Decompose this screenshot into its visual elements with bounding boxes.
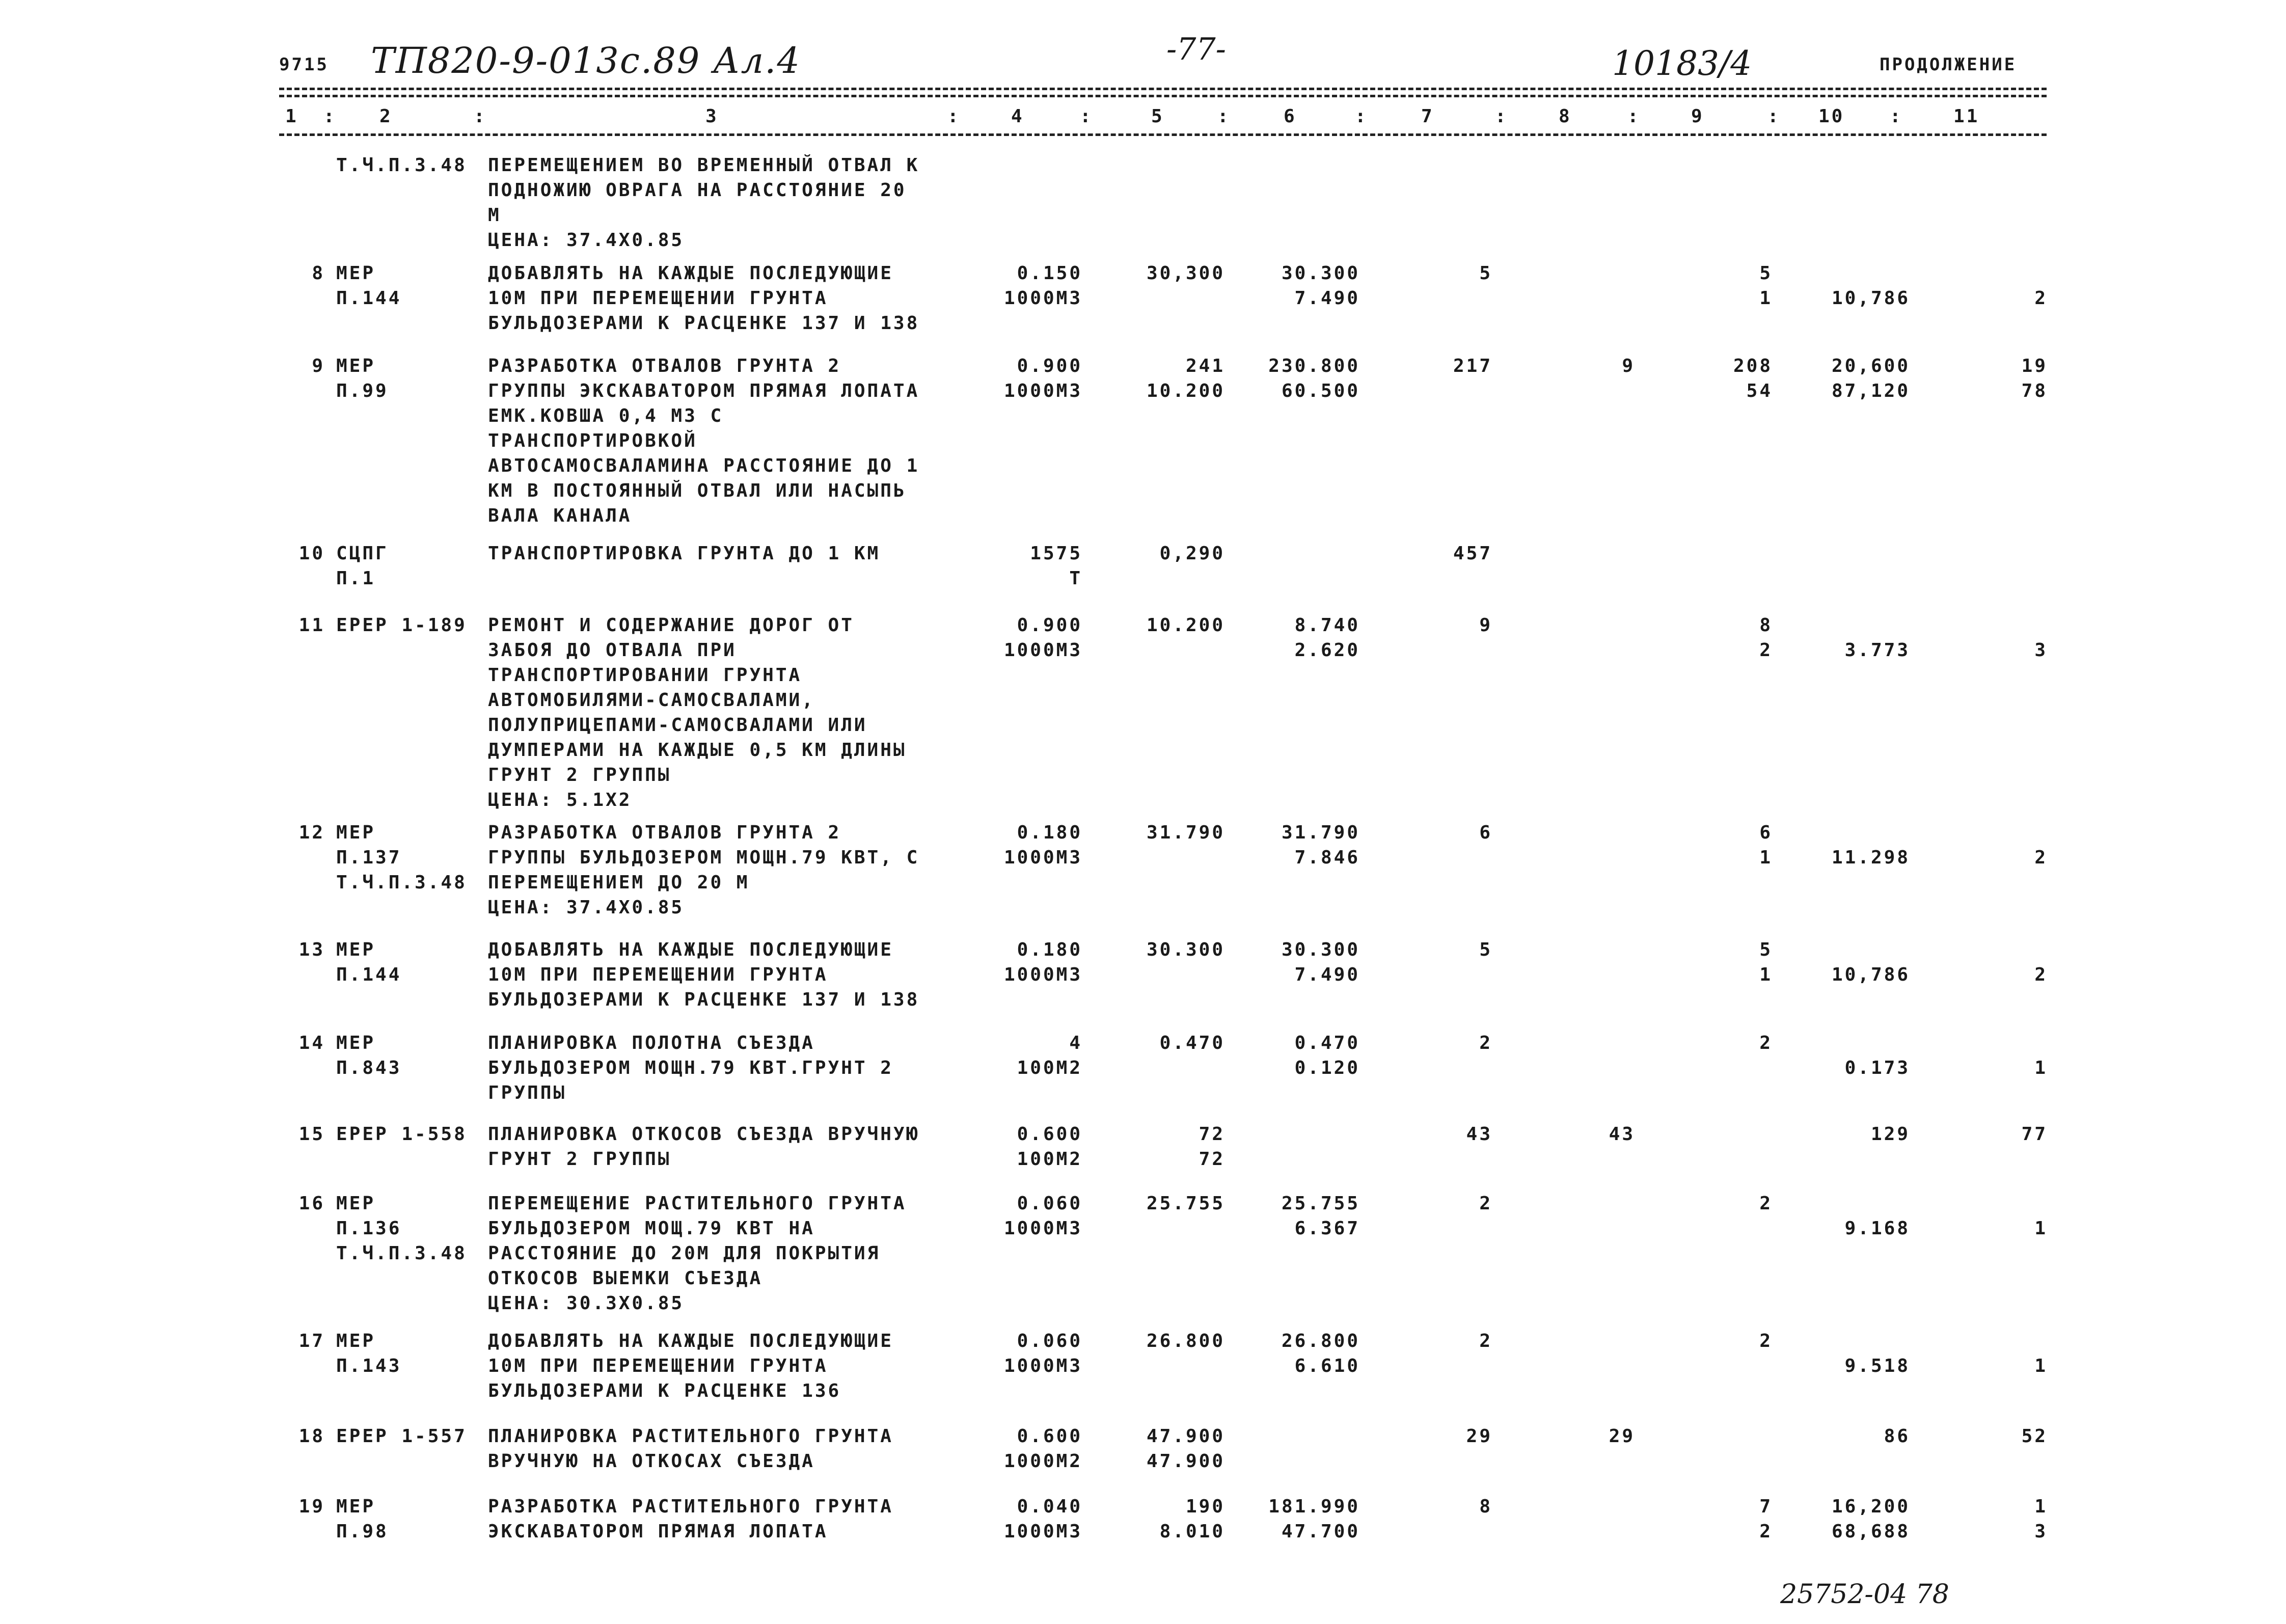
work-description: РЕМОНТ И СОДЕРЖАНИЕ ДОРОГ ОТ — [488, 615, 854, 636]
work-description: БУЛЬДОЗЕРОМ МОЩН.79 КВТ.ГРУНТ 2 — [488, 1058, 893, 1078]
column-number: 2 — [379, 106, 393, 127]
machine-cost-cell: 30.300 — [1281, 263, 1360, 284]
unit-price-cell: 72 — [1199, 1149, 1225, 1170]
labor-hours-cell: 129 — [1870, 1124, 1910, 1145]
total-cost-cell: 9 — [1479, 615, 1492, 636]
unit-price-cell: 8.010 — [1159, 1521, 1225, 1542]
total-hours-cell: 19 — [2021, 356, 2048, 376]
labor-hours-cell: 20,600 — [1831, 356, 1910, 376]
row-number: 17 — [298, 1331, 325, 1351]
total-hours-cell: 2 — [2034, 288, 2048, 309]
total-hours-cell: 3 — [2034, 1521, 2048, 1542]
work-description: ЕМК.КОВША 0,4 М3 С — [488, 405, 724, 426]
rate-code: П.136 — [336, 1218, 402, 1239]
quantity-cell: 1000М3 — [1003, 964, 1082, 985]
row-number: 14 — [298, 1033, 325, 1053]
rate-code: Т.Ч.П.3.48 — [336, 872, 467, 893]
unit-price-cell: 31.790 — [1146, 822, 1225, 843]
operation-cost-cell: 7 — [1759, 1496, 1773, 1517]
machine-cost-cell: 26.800 — [1281, 1331, 1360, 1351]
unit-price-cell: 47.900 — [1146, 1451, 1225, 1472]
column-number: 11 — [1953, 106, 1980, 127]
work-description: ЦЕНА: 37.4Х0.85 — [488, 897, 685, 918]
work-description: ПЛАНИРОВКА ОТКОСОВ СЪЕЗДА ВРУЧНУЮ — [488, 1124, 920, 1145]
quantity-cell: 1000М3 — [1003, 1521, 1082, 1542]
labor-hours-cell: 87,120 — [1831, 381, 1910, 401]
continuation-label: ПРОДОЛЖЕНИЕ — [1880, 55, 2017, 75]
total-hours-cell: 1 — [2034, 1356, 2048, 1376]
work-description: ПЛАНИРОВКА РАСТИТЕЛЬНОГО ГРУНТА — [488, 1426, 893, 1447]
total-cost-cell: 2 — [1479, 1331, 1492, 1351]
total-hours-cell: 1 — [2034, 1058, 2048, 1078]
quantity-cell: 1000М3 — [1003, 1356, 1082, 1376]
operation-cost-cell: 2 — [1759, 1331, 1773, 1351]
work-description: АВТОМОБИЛЯМИ-САМОСВАЛАМИ, — [488, 690, 815, 711]
work-description: РАЗРАБОТКА РАСТИТЕЛЬНОГО ГРУНТА — [488, 1496, 893, 1517]
operation-cost-cell: 6 — [1759, 822, 1773, 843]
column-separator: : — [1890, 106, 1903, 127]
total-cost-cell: 8 — [1479, 1496, 1492, 1517]
quantity-cell: 4 — [1069, 1033, 1082, 1053]
operation-cost-cell: 2 — [1759, 1521, 1773, 1542]
total-cost-cell: 2 — [1479, 1033, 1492, 1053]
row-number: 16 — [298, 1193, 325, 1214]
work-description: ДОБАВЛЯТЬ НА КАЖДЫЕ ПОСЛЕДУЮЩИЕ — [488, 939, 893, 960]
total-cost-cell: 29 — [1466, 1426, 1492, 1447]
header-divider-top-2 — [279, 95, 2047, 97]
work-description: 10М ПРИ ПЕРЕМЕЩЕНИИ ГРУНТА — [488, 964, 828, 985]
labor-hours-cell: 86 — [1884, 1426, 1910, 1447]
rate-code: ЕРЕР 1-557 — [336, 1426, 467, 1447]
rate-code: П.1 — [336, 568, 376, 589]
total-hours-cell: 1 — [2034, 1496, 2048, 1517]
document-title: ТП820-9-013с.89 Ал.4 — [371, 40, 801, 82]
work-description: РАЗРАБОТКА ОТВАЛОВ ГРУНТА 2 — [488, 356, 841, 376]
machine-cost-cell: 31.790 — [1281, 822, 1360, 843]
quantity-cell: 1000М3 — [1003, 381, 1082, 401]
work-description: ЦЕНА: 37.4Х0.85 — [488, 230, 685, 251]
column-separator: : — [947, 106, 961, 127]
work-description: ТРАНСПОРТИРОВАНИИ ГРУНТА — [488, 665, 802, 686]
row-number: 18 — [298, 1426, 325, 1447]
work-description: ВАЛА КАНАЛА — [488, 505, 632, 526]
operation-cost-cell: 1 — [1759, 847, 1773, 868]
column-separator: : — [1767, 106, 1781, 127]
work-description: ГРУППЫ ЭКСКАВАТОРОМ ПРЯМАЯ ЛОПАТА — [488, 381, 920, 401]
quantity-cell: 0.180 — [1017, 822, 1082, 843]
unit-price-cell: 30.300 — [1146, 939, 1225, 960]
machine-cost-cell: 25.755 — [1281, 1193, 1360, 1214]
rate-code: П.843 — [336, 1058, 402, 1078]
quantity-cell: 1000М3 — [1003, 640, 1082, 661]
column-number: 8 — [1559, 106, 1572, 127]
total-cost-cell: 217 — [1453, 356, 1492, 376]
work-description: БУЛЬДОЗЕРОМ МОЩ.79 КВТ НА — [488, 1218, 815, 1239]
machine-cost-cell: 0.120 — [1294, 1058, 1360, 1078]
labor-hours-cell: 9.518 — [1844, 1356, 1910, 1376]
rate-code: МЕР — [336, 1496, 376, 1517]
row-number: 13 — [298, 939, 325, 960]
rate-code: МЕР — [336, 1193, 376, 1214]
total-cost-cell: 5 — [1479, 263, 1492, 284]
operation-cost-cell: 54 — [1746, 381, 1773, 401]
machine-cost-cell: 6.610 — [1294, 1356, 1360, 1376]
column-number: 7 — [1421, 106, 1434, 127]
machine-cost-cell: 6.367 — [1294, 1218, 1360, 1239]
column-separator: : — [1217, 106, 1231, 127]
total-cost-cell: 6 — [1479, 822, 1492, 843]
operation-cost-cell: 1 — [1759, 288, 1773, 309]
quantity-cell: Т — [1069, 568, 1082, 589]
unit-price-cell: 30,300 — [1146, 263, 1225, 284]
rate-code: П.144 — [336, 964, 402, 985]
unit-price-cell: 26.800 — [1146, 1331, 1225, 1351]
total-hours-cell: 78 — [2021, 381, 2048, 401]
quantity-cell: 1000М2 — [1003, 1451, 1082, 1472]
column-number: 10 — [1818, 106, 1845, 127]
quantity-cell: 0.900 — [1017, 356, 1082, 376]
work-description: ПЕРЕМЕЩЕНИЕМ ДО 20 М — [488, 872, 750, 893]
machine-cost-cell: 60.500 — [1281, 381, 1360, 401]
quantity-cell: 0.060 — [1017, 1193, 1082, 1214]
operation-cost-cell: 2 — [1759, 1193, 1773, 1214]
work-description: БУЛЬДОЗЕРАМИ К РАСЦЕНКЕ 137 И 138 — [488, 313, 920, 334]
unit-price-cell: 10.200 — [1146, 615, 1225, 636]
column-number: 3 — [705, 106, 719, 127]
quantity-cell: 0.600 — [1017, 1124, 1082, 1145]
unit-price-cell: 241 — [1185, 356, 1225, 376]
labor-hours-cell: 11.298 — [1831, 847, 1910, 868]
quantity-cell: 1000М3 — [1003, 847, 1082, 868]
column-number: 6 — [1284, 106, 1297, 127]
quantity-cell: 0.900 — [1017, 615, 1082, 636]
document-code: 9715 — [279, 55, 329, 75]
work-description: ГРУППЫ — [488, 1082, 567, 1103]
row-number: 10 — [298, 543, 325, 564]
rate-code: Т.Ч.П.3.48 — [336, 155, 467, 176]
column-separator: : — [323, 106, 337, 127]
unit-price-cell: 190 — [1185, 1496, 1225, 1517]
machine-cost-cell: 0.470 — [1294, 1033, 1360, 1053]
column-number: 1 — [285, 106, 298, 127]
machine-cost-cell: 7.846 — [1294, 847, 1360, 868]
labor-hours-cell: 10,786 — [1831, 288, 1910, 309]
unit-price-cell: 72 — [1199, 1124, 1225, 1145]
rate-code: П.98 — [336, 1521, 389, 1542]
column-number: 4 — [1011, 106, 1024, 127]
column-separator: : — [1627, 106, 1641, 127]
labor-hours-cell: 68,688 — [1831, 1521, 1910, 1542]
total-hours-cell: 52 — [2021, 1426, 2048, 1447]
total-cost-cell: 43 — [1466, 1124, 1492, 1145]
quantity-cell: 1000М3 — [1003, 288, 1082, 309]
column-separator: : — [1495, 106, 1508, 127]
work-description: ЭКСКАВАТОРОМ ПРЯМАЯ ЛОПАТА — [488, 1521, 828, 1542]
machine-cost-cell: 30.300 — [1281, 939, 1360, 960]
rate-code: МЕР — [336, 1033, 376, 1053]
rate-code: П.137 — [336, 847, 402, 868]
rate-code: СЦПГ — [336, 543, 389, 564]
work-description: ТРАНСПОРТИРОВКА ГРУНТА ДО 1 КМ — [488, 543, 881, 564]
total-hours-cell: 2 — [2034, 847, 2048, 868]
row-number: 9 — [312, 356, 325, 376]
work-description: ГРУППЫ БУЛЬДОЗЕРОМ МОЩН.79 КВТ, С — [488, 847, 920, 868]
operation-cost-cell: 2 — [1759, 640, 1773, 661]
labor-hours-cell: 9.168 — [1844, 1218, 1910, 1239]
work-description: ЦЕНА: 5.1Х2 — [488, 790, 632, 810]
work-description: ПОДНОЖИЮ ОВРАГА НА РАССТОЯНИЕ 20 — [488, 180, 907, 201]
quantity-cell: 0.600 — [1017, 1426, 1082, 1447]
work-description: ОТКОСОВ ВЫЕМКИ СЪЕЗДА — [488, 1268, 763, 1289]
work-description: ДОБАВЛЯТЬ НА КАЖДЫЕ ПОСЛЕДУЮЩИЕ — [488, 1331, 893, 1351]
work-description: 10М ПРИ ПЕРЕМЕЩЕНИИ ГРУНТА — [488, 288, 828, 309]
quantity-cell: 0.040 — [1017, 1496, 1082, 1517]
work-description: РАЗРАБОТКА ОТВАЛОВ ГРУНТА 2 — [488, 822, 841, 843]
document-reference: 10183/4 — [1612, 44, 1752, 83]
work-description: ЦЕНА: 30.3Х0.85 — [488, 1293, 685, 1314]
unit-price-cell: 0.470 — [1159, 1033, 1225, 1053]
row-number: 19 — [298, 1496, 325, 1517]
total-hours-cell: 3 — [2034, 640, 2048, 661]
machine-cost-cell: 181.990 — [1268, 1496, 1360, 1517]
operation-cost-cell: 5 — [1759, 939, 1773, 960]
operation-cost-cell: 208 — [1733, 356, 1773, 376]
total-hours-cell: 2 — [2034, 964, 2048, 985]
operation-cost-cell: 1 — [1759, 964, 1773, 985]
rate-code: МЕР — [336, 939, 376, 960]
work-description: БУЛЬДОЗЕРАМИ К РАСЦЕНКЕ 136 — [488, 1381, 841, 1401]
machine-cost-cell: 47.700 — [1281, 1521, 1360, 1542]
unit-price-cell: 10.200 — [1146, 381, 1225, 401]
quantity-cell: 1000М3 — [1003, 1218, 1082, 1239]
machine-cost-cell: 7.490 — [1294, 964, 1360, 985]
operation-cost-cell: 5 — [1759, 263, 1773, 284]
rate-code: П.144 — [336, 288, 402, 309]
labor-hours-cell: 0.173 — [1844, 1058, 1910, 1078]
row-number: 11 — [298, 615, 325, 636]
header-divider-bottom — [279, 133, 2047, 136]
rate-code: МЕР — [336, 822, 376, 843]
quantity-cell: 0.060 — [1017, 1331, 1082, 1351]
rate-code: П.143 — [336, 1356, 402, 1376]
column-separator: : — [1080, 106, 1093, 127]
quantity-cell: 1575 — [1030, 543, 1082, 564]
unit-price-cell: 25.755 — [1146, 1193, 1225, 1214]
total-hours-cell: 1 — [2034, 1218, 2048, 1239]
work-description: ДУМПЕРАМИ НА КАЖДЫЕ 0,5 КМ ДЛИНЫ — [488, 740, 907, 761]
rate-code: МЕР — [336, 356, 376, 376]
total-hours-cell: 77 — [2021, 1124, 2048, 1145]
unit-price-cell: 0,290 — [1159, 543, 1225, 564]
work-description: КМ В ПОСТОЯННЫЙ ОТВАЛ ИЛИ НАСЫПЬ — [488, 480, 907, 501]
operation-cost-cell: 2 — [1759, 1033, 1773, 1053]
work-description: ПОЛУПРИЦЕПАМИ-САМОСВАЛАМИ ИЛИ — [488, 715, 867, 736]
rate-code: П.99 — [336, 381, 389, 401]
footer-stamp: 25752-04 78 — [1780, 1579, 1949, 1610]
quantity-cell: 100М2 — [1017, 1058, 1082, 1078]
machine-cost-cell: 7.490 — [1294, 288, 1360, 309]
row-number: 12 — [298, 822, 325, 843]
work-description: ГРУНТ 2 ГРУППЫ — [488, 1149, 671, 1170]
work-description: ТРАНСПОРТИРОВКОЙ — [488, 430, 697, 451]
work-description: РАССТОЯНИЕ ДО 20М ДЛЯ ПОКРЫТИЯ — [488, 1243, 881, 1264]
labor-cost-cell: 29 — [1609, 1426, 1635, 1447]
machine-cost-cell: 2.620 — [1294, 640, 1360, 661]
work-description: АВТОСАМОСВАЛАМИНА РАССТОЯНИЕ ДО 1 — [488, 455, 920, 476]
machine-cost-cell: 8.740 — [1294, 615, 1360, 636]
rate-code: ЕРЕР 1-558 — [336, 1124, 467, 1145]
work-description: ГРУНТ 2 ГРУППЫ — [488, 765, 671, 786]
work-description: БУЛЬДОЗЕРАМИ К РАСЦЕНКЕ 137 И 138 — [488, 989, 920, 1010]
rate-code: Т.Ч.П.3.48 — [336, 1243, 467, 1264]
rate-code: МЕР — [336, 1331, 376, 1351]
quantity-cell: 0.150 — [1017, 263, 1082, 284]
column-separator: : — [474, 106, 487, 127]
labor-hours-cell: 10,786 — [1831, 964, 1910, 985]
column-separator: : — [1355, 106, 1368, 127]
work-description: М — [488, 205, 501, 226]
work-description: 10М ПРИ ПЕРЕМЕЩЕНИИ ГРУНТА — [488, 1356, 828, 1376]
machine-cost-cell: 230.800 — [1268, 356, 1360, 376]
work-description: ПЛАНИРОВКА ПОЛОТНА СЪЕЗДА — [488, 1033, 815, 1053]
operation-cost-cell: 8 — [1759, 615, 1773, 636]
total-cost-cell: 5 — [1479, 939, 1492, 960]
labor-hours-cell: 16,200 — [1831, 1496, 1910, 1517]
unit-price-cell: 47.900 — [1146, 1426, 1225, 1447]
row-number: 8 — [312, 263, 325, 284]
work-description: ДОБАВЛЯТЬ НА КАЖДЫЕ ПОСЛЕДУЮЩИЕ — [488, 263, 893, 284]
quantity-cell: 0.180 — [1017, 939, 1082, 960]
work-description: ВРУЧНУЮ НА ОТКОСАХ СЪЕЗДА — [488, 1451, 815, 1472]
labor-cost-cell: 9 — [1622, 356, 1635, 376]
rate-code: МЕР — [336, 263, 376, 284]
total-cost-cell: 457 — [1453, 543, 1492, 564]
total-cost-cell: 2 — [1479, 1193, 1492, 1214]
work-description: ПЕРЕМЕЩЕНИЕМ ВО ВРЕМЕННЫЙ ОТВАЛ К — [488, 155, 920, 176]
rate-code: ЕРЕР 1-189 — [336, 615, 467, 636]
column-number: 5 — [1151, 106, 1164, 127]
labor-cost-cell: 43 — [1609, 1124, 1635, 1145]
header-divider-top — [279, 88, 2047, 90]
column-number: 9 — [1691, 106, 1704, 127]
work-description: ПЕРЕМЕЩЕНИЕ РАСТИТЕЛЬНОГО ГРУНТА — [488, 1193, 907, 1214]
work-description: ЗАБОЯ ДО ОТВАЛА ПРИ — [488, 640, 737, 661]
page-number: -77- — [1166, 32, 1226, 67]
quantity-cell: 100М2 — [1017, 1149, 1082, 1170]
row-number: 15 — [298, 1124, 325, 1145]
labor-hours-cell: 3.773 — [1844, 640, 1910, 661]
